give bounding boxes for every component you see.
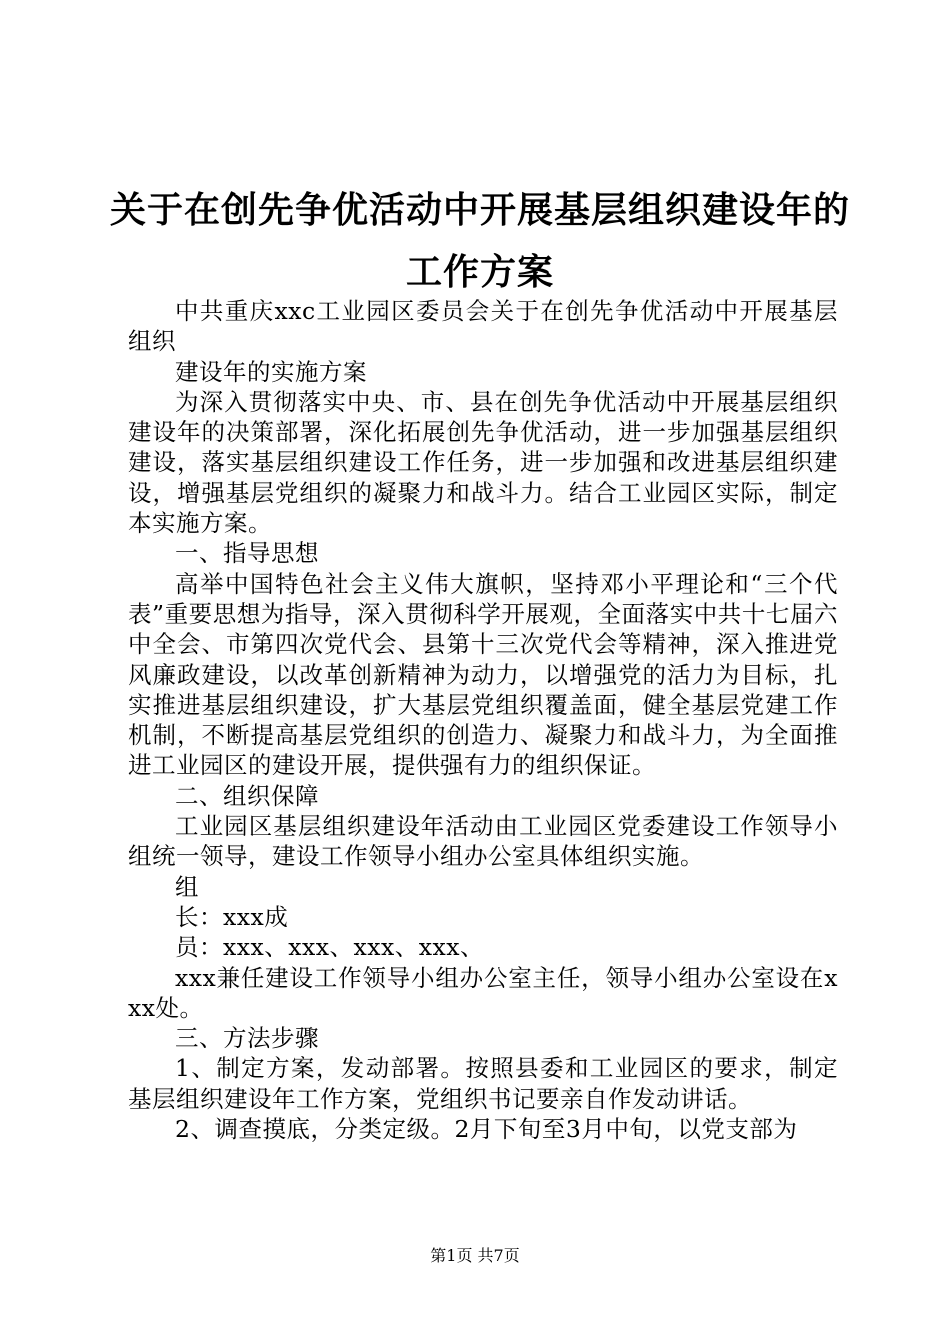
paragraph-step-2: 2、调查摸底，分类定级。2月下旬至3月中旬，以党支部为 [175, 1115, 798, 1144]
paragraph-heading-org: 中共重庆xxc工业园区委员会关于在创先争优活动中开展基层组织 [128, 297, 838, 356]
paragraph-office-director: xxx兼任建设工作领导小组办公室主任，领导小组办公室设在xxx处。 [128, 963, 838, 1022]
paragraph-org-guarantee: 工业园区基层组织建设年活动由工业园区党委建设工作领导小组统一领导，建设工作领导小组办公室具体组织实施。 [128, 812, 838, 871]
section-heading-methods: 三、方法步骤 [175, 1024, 319, 1053]
paragraph-group-leader: 长：xxx成 [175, 902, 289, 931]
paragraph-step-1: 1、制定方案，发动部署。按照县委和工业园区的要求，制定基层组织建设年工作方案，党组织书记要亲自作发动讲话。 [128, 1054, 838, 1113]
paragraph-guiding-thought: 高举中国特色社会主义伟大旗帜，坚持邓小平理论和“三个代表”重要思想为指导，深入贯彻科学开展观，全面落实中共十七届六中全会、市第四次党代会、县第十三次党代会等精神，深入推进党风廉政建设，以改革创新精神为动力，以增强党的活力为目标，扎实推进基层组织建设，扩大基层党组织覆盖面，健全基层党建工作机制，不断提高基层党组织的创造力、凝聚力和战斗力，为全面推进工业园区的建设开展，提供强有力的组织保证。 [128, 569, 838, 780]
document-title-line-1: 关于在创先争优活动中开展基层组织建设年的 [109, 189, 850, 231]
section-heading-org-guarantee: 二、组织保障 [175, 781, 319, 810]
paragraph-heading-plan: 建设年的实施方案 [175, 357, 367, 386]
section-heading-guiding-thought: 一、指导思想 [175, 539, 319, 568]
page-number-footer: 第1页 共7页 [430, 1246, 520, 1265]
document-title-line-2: 工作方案 [405, 251, 554, 293]
paragraph-group-members: 员：xxx、xxx、xxx、xxx、 [175, 933, 485, 962]
document-body [128, 296, 838, 1144]
paragraph-group-label: 组 [175, 872, 199, 901]
paragraph-intro: 为深入贯彻落实中央、市、县在创先争优活动中开展基层组织建设年的决策部署，深化拓展创先争优活动，进一步加强基层组织建设，落实基层组织建设工作任务，进一步加强和改进基层组织建设，增强基层党组织的凝聚力和战斗力。结合工业园区实际，制定本实施方案。 [128, 387, 838, 538]
